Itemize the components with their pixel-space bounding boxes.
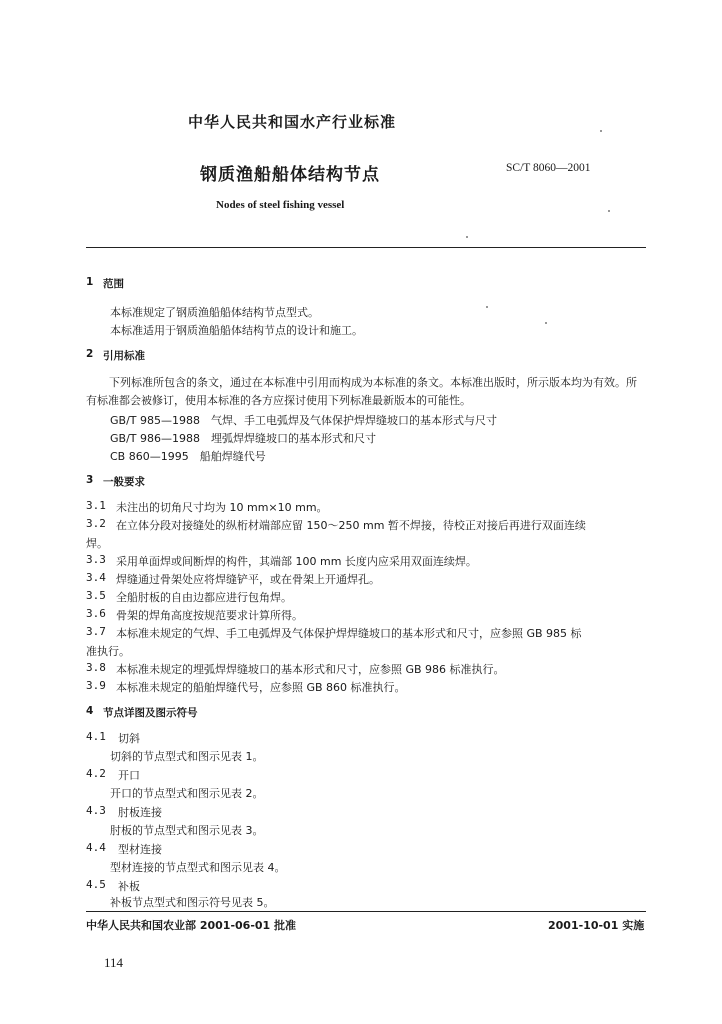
- scan-speck: [608, 210, 610, 212]
- section-1-number: 1: [86, 276, 94, 288]
- subsection-number: 4.3: [86, 804, 106, 817]
- reference-gb985: GB/T 985—1988 气焊、手工电弧焊及气体保护焊焊缝坡口的基本形式与尺寸: [110, 414, 497, 427]
- scan-speck: [466, 236, 468, 238]
- section-2-paragraph: 下列标准所包含的条文，通过在本标准中引用而构成为本标准的条文。本标准出版时，所示版本均为有效。所有标准都会被修订，使用本标准的各方应探讨使用下列标准最新版本的可能性。: [86, 376, 637, 407]
- subsection-title: 型材连接: [118, 843, 162, 856]
- standard-category-title: 中华人民共和国水产行业标准: [188, 113, 397, 131]
- clause-text: 在立体分段对接缝处的纵桁材端部应留 150～250 mm 暂不焊接，待校正对接后再进行双面连续: [116, 519, 586, 532]
- subsection-description: 肘板的节点型式和图示见表 3。: [110, 824, 264, 837]
- subsection-description: 补板节点型式和图示符号见表 5。: [110, 896, 275, 909]
- clause-number: 3.2: [86, 517, 106, 530]
- subsection-number: 4.5: [86, 878, 106, 891]
- subsection-title: 开口: [118, 769, 140, 782]
- subsection-number: 4.2: [86, 767, 106, 780]
- clause-number: 3.1: [86, 499, 106, 512]
- scan-speck: [600, 130, 602, 132]
- subsection-description: 切斜的节点型式和图示见表 1。: [110, 750, 264, 763]
- clause-text: 焊缝通过骨架处应将焊缝铲平，或在骨架上开通焊孔。: [116, 573, 380, 586]
- section-3-number: 3: [86, 474, 94, 486]
- subsection-number: 4.4: [86, 841, 106, 854]
- section-1-line-2: 本标准适用于钢质渔船船体结构节点的设计和施工。: [110, 324, 363, 337]
- clause-text: 本标准未规定的埋弧焊焊缝坡口的基本形式和尺寸，应参照 GB 986 标准执行。: [116, 663, 505, 676]
- clause-text-continuation: 焊。: [86, 537, 108, 550]
- clause-number: 3.7: [86, 625, 106, 638]
- section-1-line-1: 本标准规定了钢质渔船船体结构节点型式。: [110, 306, 319, 319]
- footer-divider: [86, 911, 646, 912]
- english-title: Nodes of steel fishing vessel: [216, 199, 345, 211]
- section-4-number: 4: [86, 705, 94, 717]
- subsection-title: 切斜: [118, 732, 140, 745]
- reference-gb986: GB/T 986—1988 埋弧焊焊缝坡口的基本形式和尺寸: [110, 432, 376, 445]
- section-2-heading: 引用标准: [103, 350, 145, 362]
- clause-text: 未注出的切角尺寸均为 10 mm×10 mm。: [116, 501, 328, 514]
- subsection-description: 型材连接的节点型式和图示见表 4。: [110, 861, 286, 874]
- subsection-title: 补板: [118, 880, 140, 893]
- subsection-number: 4.1: [86, 730, 106, 743]
- clause-text: 全船肘板的自由边都应进行包角焊。: [116, 591, 292, 604]
- section-4-heading: 节点详图及图示符号: [103, 707, 198, 719]
- subsection-title: 肘板连接: [118, 806, 162, 819]
- clause-text: 采用单面焊或间断焊的构件，其端部 100 mm 长度内应采用双面连续焊。: [116, 555, 477, 568]
- clause-text: 骨架的焊角高度按规范要求计算所得。: [116, 609, 303, 622]
- section-2-number: 2: [86, 348, 94, 360]
- clause-text-continuation: 准执行。: [86, 645, 130, 658]
- approval-notice: 中华人民共和国农业部 2001-06-01 批准: [86, 919, 297, 932]
- header-divider: [86, 247, 646, 248]
- clause-number: 3.9: [86, 679, 106, 692]
- reference-cb860: CB 860—1995 船舶焊缝代号: [110, 450, 266, 463]
- clause-number: 3.8: [86, 661, 106, 674]
- subsection-description: 开口的节点型式和图示见表 2。: [110, 787, 264, 800]
- clause-number: 3.3: [86, 553, 106, 566]
- scan-speck: [545, 322, 547, 324]
- clause-number: 3.5: [86, 589, 106, 602]
- clause-number: 3.4: [86, 571, 106, 584]
- implementation-date: 2001-10-01 实施: [548, 919, 645, 932]
- clause-number: 3.6: [86, 607, 106, 620]
- section-3-heading: 一般要求: [103, 476, 145, 488]
- clause-text: 本标准未规定的气焊、手工电弧焊及气体保护焊焊缝坡口的基本形式和尺寸，应参照 GB 985 标: [116, 627, 582, 640]
- page-number: 114: [104, 955, 124, 970]
- standard-code: SC/T 8060—2001: [506, 162, 591, 174]
- document-title: 钢质渔船船体结构节点: [200, 165, 380, 185]
- section-1-heading: 范围: [103, 278, 124, 290]
- clause-text: 本标准未规定的船舶焊缝代号，应参照 GB 860 标准执行。: [116, 681, 406, 694]
- scan-speck: [486, 306, 488, 308]
